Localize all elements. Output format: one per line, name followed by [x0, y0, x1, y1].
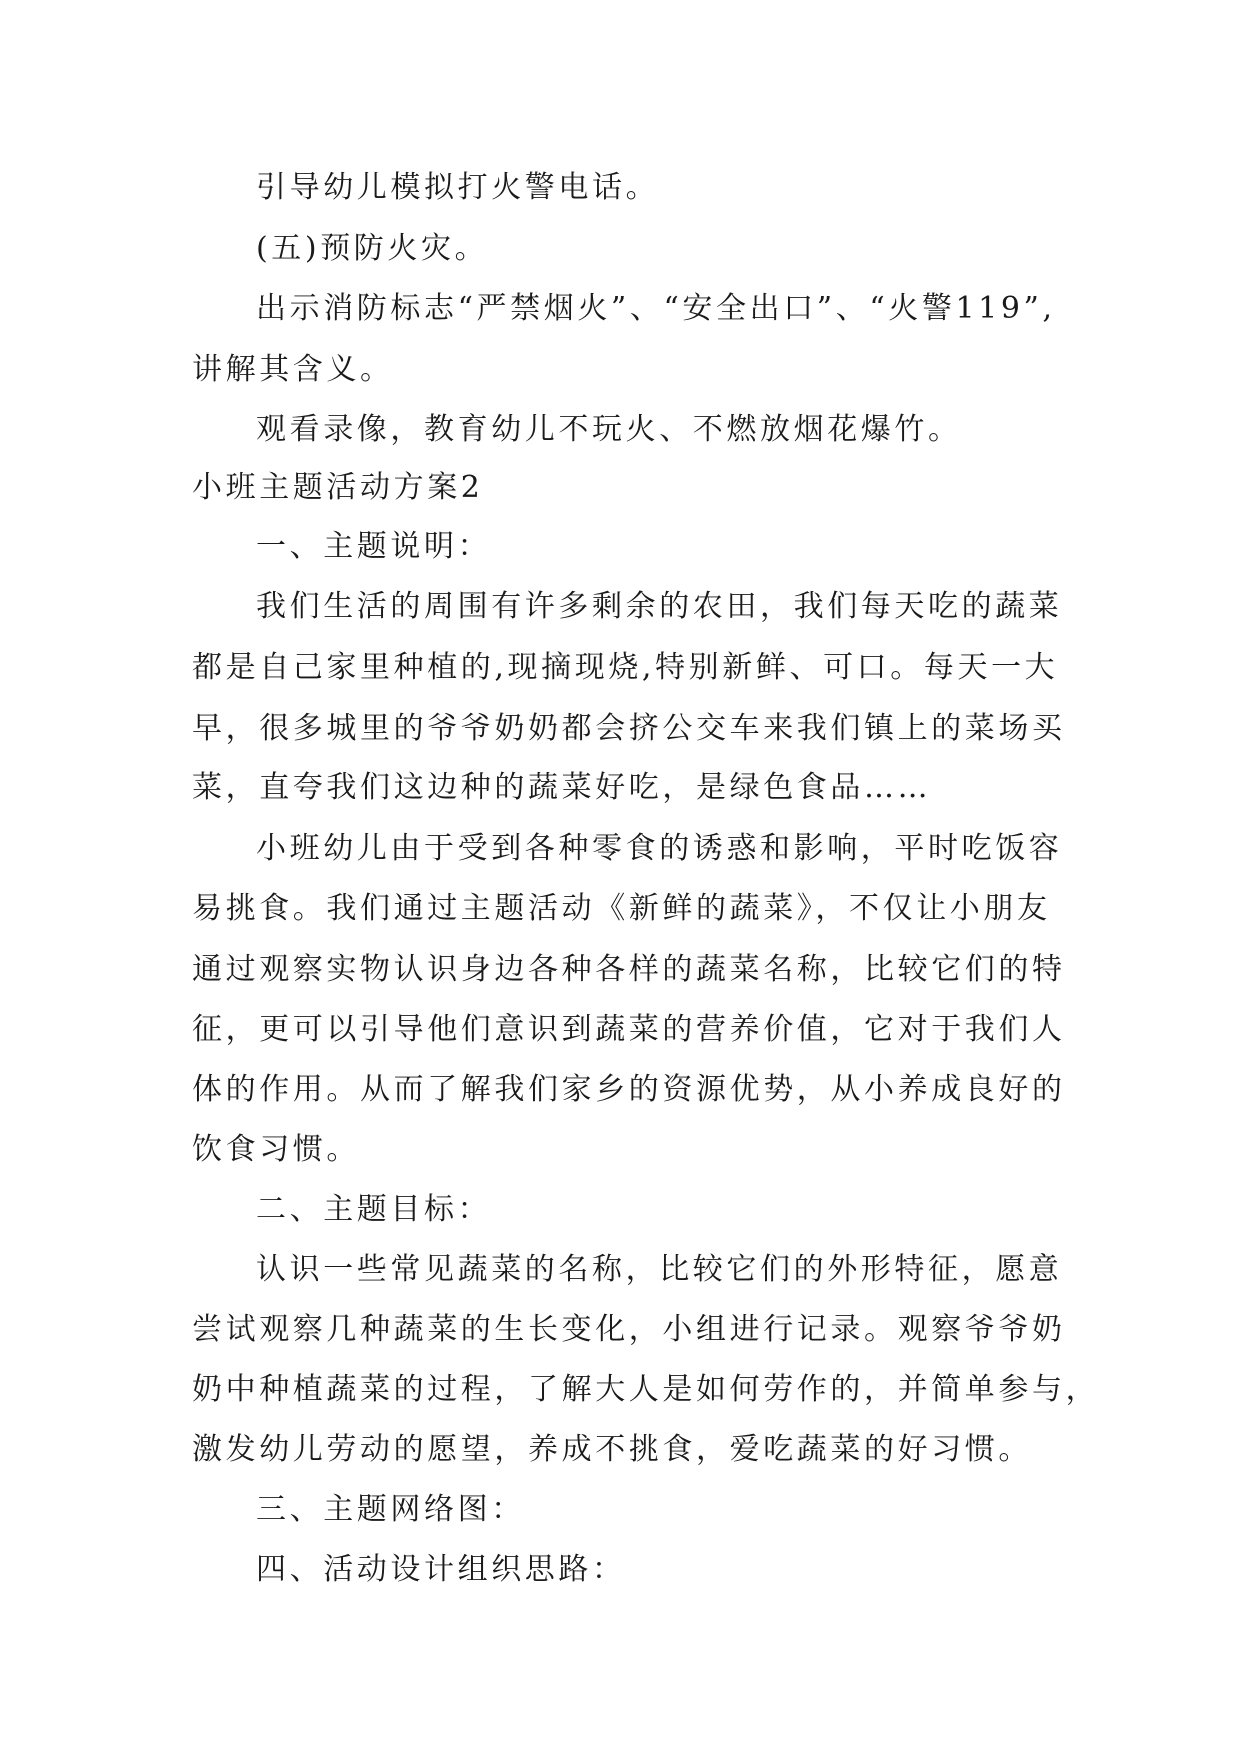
document-title: 小班主题活动方案2: [192, 470, 484, 505]
paragraph-line: 饮食习惯。: [192, 1132, 360, 1167]
section-heading: 二、主题目标：: [256, 1192, 492, 1227]
paragraph-line: 通过观察实物认识身边各种各样的蔬菜名称，比较它们的特: [192, 952, 1066, 987]
paragraph-line: 都是自己家里种植的,现摘现烧,特别新鲜、可口。每天一大: [192, 650, 1059, 685]
paragraph-line: 易挑食。我们通过主题活动《新鲜的蔬菜》，不仅让小朋友: [192, 891, 1051, 926]
paragraph-line: 认识一些常见蔬菜的名称，比较它们的外形特征，愿意: [256, 1252, 1063, 1287]
paragraph-line: 尝试观察几种蔬菜的生长变化，小组进行记录。观察爷爷奶: [192, 1312, 1066, 1347]
paragraph-line: 小班幼儿由于受到各种零食的诱惑和影响，平时吃饭容: [256, 831, 1063, 866]
paragraph-line: 早，很多城里的爷爷奶奶都会挤公交车来我们镇上的菜场买: [192, 711, 1066, 746]
paragraph-line: 我们生活的周围有许多剩余的农田，我们每天吃的蔬菜: [256, 589, 1063, 624]
paragraph-line: 出示消防标志“严禁烟火”、“安全出口”、“火警119”,: [256, 291, 1056, 326]
section-heading: (五)预防火灾。: [256, 231, 489, 266]
section-heading: 三、主题网络图：: [256, 1492, 525, 1527]
section-heading: 一、主题说明：: [256, 529, 492, 564]
paragraph-line: 征，更可以引导他们意识到蔬菜的营养价值，它对于我们人: [192, 1012, 1066, 1047]
paragraph-line: 体的作用。从而了解我们家乡的资源优势，从小养成良好的: [192, 1072, 1066, 1107]
paragraph-line: 引导幼儿模拟打火警电话。: [256, 170, 660, 205]
section-heading: 四、活动设计组织思路：: [256, 1552, 626, 1587]
paragraph-line: 观看录像，教育幼儿不玩火、不燃放烟花爆竹。: [256, 412, 962, 447]
paragraph-line: 激发幼儿劳动的愿望，养成不挑食，爱吃蔬菜的好习惯。: [192, 1432, 1032, 1467]
paragraph-line: 奶中种植蔬菜的过程，了解大人是如何劳作的，并简单参与，: [192, 1372, 1100, 1407]
paragraph-line: 讲解其含义。: [192, 352, 394, 387]
paragraph-line: 菜，直夸我们这边种的蔬菜好吃，是绿色食品……: [192, 770, 932, 805]
